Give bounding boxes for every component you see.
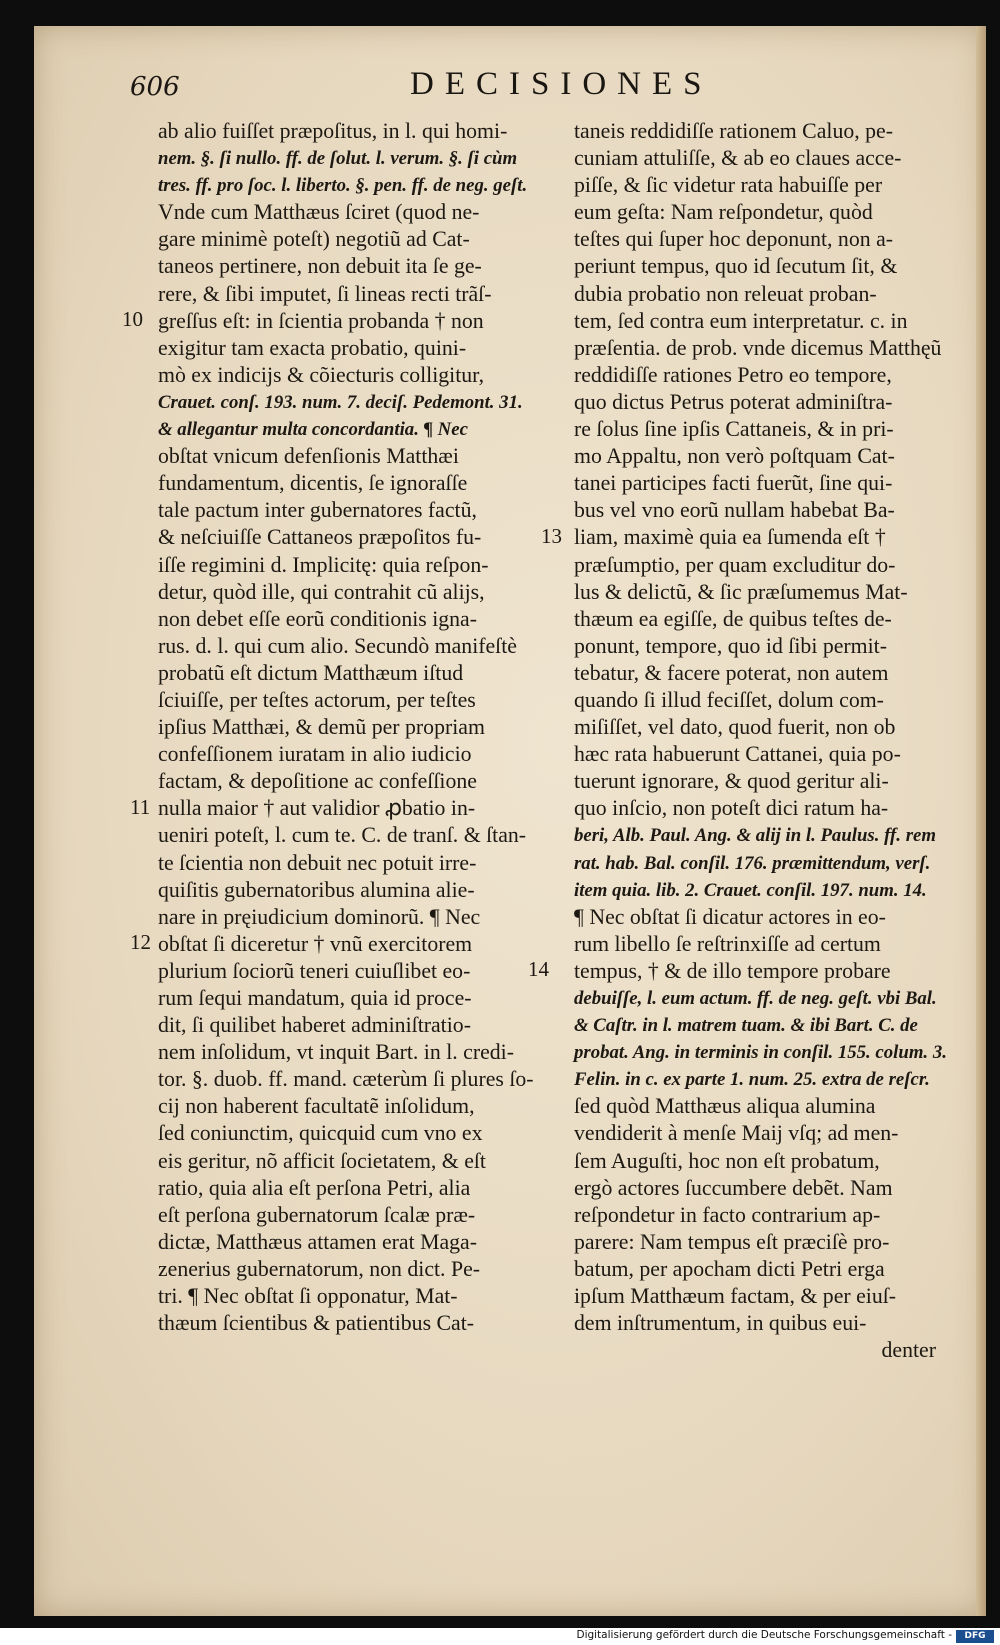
left-column-line: & neſciuiſſe Cattaneos præpoſitos fu-	[158, 525, 482, 550]
left-column-line: obſtat vnicum defenſionis Matthæi	[158, 444, 459, 469]
right-column-line: taneis reddidiſſe rationem Caluo, pe-	[574, 119, 893, 143]
right-column-line: periunt tempus, quo id ſecutum ſit, &	[574, 254, 898, 279]
right-column-line: tempus, † & de illo tempore probare	[574, 958, 891, 983]
right-column-line: item quia. lib. 2. Crauet. conſil. 197. num. 14.	[574, 879, 927, 901]
left-column-line: tale pactum inter gubernatores factũ,	[158, 498, 477, 523]
right-column-line: præſumptio, per quam excluditur do-	[574, 552, 896, 577]
page-number: 606	[130, 72, 180, 102]
right-column-line: ergò actores ſuccumbere debẽt. Nam	[574, 1175, 893, 1200]
left-column-line: ſciuiſſe, per teſtes actorum, per teſtes	[158, 687, 476, 712]
left-column-line: nem. §. ſi nullo. ff. de ſolut. l. verum. §. ſi cùm	[158, 148, 518, 170]
right-column-line: dem inſtrumentum, in quibus eui-	[574, 1311, 867, 1336]
right-column-line: liam, maximè quia ea ſumenda eſt †	[574, 525, 886, 550]
right-column-line: & Caſtr. in l. matrem tuam. & ibi Bart. C. de	[574, 1015, 918, 1037]
left-column-line: tri. ¶ Nec obſtat ſi opponatur, Mat-	[158, 1284, 458, 1309]
left-column-line: ueniri poteſt, l. cum te. C. de tranſ. & ſtan-	[158, 823, 527, 848]
right-column-line: ſem Auguſti, hoc non eſt probatum,	[574, 1148, 880, 1173]
page-header	[130, 52, 930, 112]
left-column-line: rum ſequi mandatum, quia id proce-	[158, 986, 472, 1010]
right-column-line: ſed quòd Matthæus aliqua alumina	[574, 1094, 876, 1119]
left-column-line: te ſcientia non debuit nec potuit irre-	[158, 850, 477, 875]
right-column-line: quando ſi illud feciſſet, dolum com-	[574, 687, 884, 712]
right-column-line: tem, ſed contra eum interpretatur. c. in	[574, 308, 908, 333]
right-column-line: lus & delictũ, & ſic præſumemus Mat-	[574, 579, 908, 604]
right-column-line: tanei participes facti fuerũt, ſine qui-	[574, 471, 893, 496]
digitization-credit: Digitalisierung gefördert durch die Deutsche Forschungsgemeinschaft -	[576, 1629, 952, 1641]
text-column-left	[158, 118, 544, 1337]
right-column-line: hæc rata habuerunt Cattanei, quia po-	[574, 742, 901, 767]
right-column-line: mo Appaltu, non verò poſtquam Cat-	[574, 444, 895, 469]
left-column-line: factam, & depoſitione ac confeſſione	[158, 769, 477, 794]
right-column-line: dubia probatio non releuat proban-	[574, 281, 877, 306]
right-column-line: parere: Nam tempus eſt præciſè pro-	[574, 1229, 890, 1254]
left-column-line: non debet eſſe eorũ conditionis igna-	[158, 606, 477, 631]
left-column-line: Vnde cum Matthæus ſciret (quod ne-	[158, 200, 480, 225]
left-column-line: tor. §. duob. ff. mand. cæterùm ſi plures ſo-	[158, 1067, 534, 1092]
left-column-line: quiſitis gubernatoribus alumina alie-	[158, 877, 475, 902]
left-column-line: eſt perſona gubernatorum ſcalæ præ-	[158, 1202, 476, 1227]
left-column-line: ratio, quia alia eſt perſona Petri, alia	[158, 1175, 471, 1200]
left-column-line: iſſe regimini d. Implicitę: quia reſpon-	[158, 552, 489, 577]
left-column-line: fundamentum, dicentis, ſe ignoraſſe	[158, 471, 468, 496]
right-column-line: rum libello ſe reſtrinxiſſe ad certum	[574, 931, 881, 956]
left-column-line: nare in pręiudicium dominorũ. ¶ Nec	[158, 904, 481, 929]
margin-number-13: 13	[541, 524, 562, 548]
left-column-line: ſed coniunctim, quicquid cum vno ex	[158, 1121, 483, 1146]
right-column-line: quo dictus Petrus poterat adminiſtra-	[574, 389, 893, 414]
right-column-line: præſentia. de prob. vnde dicemus Matthęũ	[574, 335, 942, 360]
right-column-line: reddidiſſe rationes Petro eo tempore,	[574, 362, 892, 387]
right-column-line: beri, Alb. Paul. Ang. & alij in l. Paulus. ff. rem	[574, 825, 936, 847]
right-column-line: quo inſcio, non poteſt dici ratum ha-	[574, 796, 889, 821]
right-column-line: ponunt, tempore, quo id ſibi permit-	[574, 633, 887, 658]
margin-number-12: 12	[130, 930, 151, 954]
right-column-line: rat. hab. Bal. conſil. 176. præmittendum, verſ.	[574, 852, 931, 874]
right-column-line: probat. Ang. in terminis in conſil. 155. colum. 3.	[574, 1042, 947, 1064]
right-column-line: cuniam attuliſſe, & ab eo claues acce-	[574, 146, 902, 171]
left-column-line: Crauet. conſ. 193. num. 7. deciſ. Pedemont. 31.	[158, 391, 523, 413]
left-column-line: taneos pertinere, non debuit ita ſe ge-	[158, 254, 482, 279]
right-column-line: piſſe, & ſic videtur rata habuiſſe per	[574, 173, 883, 198]
page-edge	[976, 26, 986, 1616]
margin-number-11: 11	[130, 795, 151, 819]
left-column-line: confeſſionem iuratam in alio iudicio	[158, 742, 472, 767]
left-column-line: mò ex indicijs & cõiecturis colligitur,	[158, 362, 485, 387]
right-column-line: re ſolus ſine ipſis Cattaneis, & in pri-	[574, 417, 894, 442]
left-column-line: dit, ſi quilibet haberet adminiſtratio-	[158, 1013, 471, 1038]
right-column-line: ipſum Matthæum factam, & per eiuſ-	[574, 1284, 897, 1309]
catchword: denter	[881, 1338, 936, 1363]
right-column-line: Felin. in c. ex parte 1. num. 25. extra de reſcr.	[574, 1069, 930, 1091]
left-column-line: zenerius gubernatorum, non dict. Pe-	[158, 1256, 481, 1281]
running-head: DECISIONES	[410, 66, 713, 102]
right-column-line: thæum ea egiſſe, de quibus teſtes de-	[574, 606, 892, 631]
left-column-line: eis geritur, nõ afficit ſocietatem, & eſt	[158, 1148, 486, 1173]
right-column-line: miſiſſet, vel dato, quod fuerit, non ob	[574, 715, 896, 740]
right-column-line: teſtes qui ſuper hoc deponunt, non a-	[574, 227, 894, 252]
right-column-line: tuerunt ignorare, & quod geritur ali-	[574, 769, 889, 794]
right-column-line: eum geſta: Nam reſpondetur, quòd	[574, 200, 873, 225]
left-column-line: thæum ſcientibus & patientibus Cat-	[158, 1311, 475, 1336]
left-column-line: greſſus eſt: in ſcientia probanda † non	[158, 308, 484, 333]
dfg-logo: DFG	[956, 1630, 994, 1643]
right-column-line: batum, per apocham dicti Petri erga	[574, 1256, 885, 1281]
right-column-line: reſpondetur in facto contrarium ap-	[574, 1202, 881, 1227]
margin-number-10: 10	[122, 307, 143, 331]
left-column-line: nem inſolidum, vt inquit Bart. in l. credi-	[158, 1040, 514, 1065]
left-column-line: probatũ eſt dictum Matthæum iſtud	[158, 660, 464, 685]
left-column-line: gare minimè poteſt) negotiũ ad Cat-	[158, 227, 470, 252]
margin-number-14: 14	[528, 957, 549, 981]
right-column-line: debuiſſe, l. eum actum. ff. de neg. geſt. vbi Bal.	[574, 988, 937, 1009]
left-column-line: obſtat ſi diceretur † vnũ exercitorem	[158, 931, 473, 956]
right-column-line: tebatur, & facere poterat, non autem	[574, 660, 889, 685]
left-column-line: exigitur tam exacta probatio, quini-	[158, 335, 467, 360]
left-column-line: ab alio fuiſſet præpoſitus, in l. qui homi-	[158, 119, 508, 143]
right-column-line: ¶ Nec obſtat ſi dicatur actores in eo-	[574, 904, 886, 929]
right-column-line: bus vel vno eorũ nullam habebat Ba-	[574, 498, 895, 523]
left-column-line: & allegantur multa concordantia. ¶ Nec	[158, 419, 468, 441]
left-column-line: tres. ff. pro ſoc. l. liberto. §. pen. ff. de neg. geſt.	[158, 175, 528, 197]
left-column-line: dictæ, Matthæus attamen erat Maga-	[158, 1229, 477, 1254]
left-column-line: rus. d. l. qui cum alio. Secundò manifeſtè	[158, 633, 517, 658]
left-column-line: cij non haberent facultatẽ inſolidum,	[158, 1094, 475, 1119]
left-column-line: rere, & ſibi imputet, ſi lineas recti trãſ-	[158, 281, 492, 306]
left-column-line: nulla maior † aut validior ꝓbatio in-	[158, 796, 476, 821]
left-column-line: ipſius Matthæi, & demũ per propriam	[158, 715, 485, 740]
right-column-line: vendiderit à menſe Maij vſq; ad men-	[574, 1121, 899, 1146]
text-column-right	[574, 118, 966, 1364]
left-column-line: plurium ſociorũ teneri cuiuſlibet eo-	[158, 958, 471, 983]
left-column-line: detur, quòd ille, qui contrahit cũ alijs,	[158, 579, 485, 604]
